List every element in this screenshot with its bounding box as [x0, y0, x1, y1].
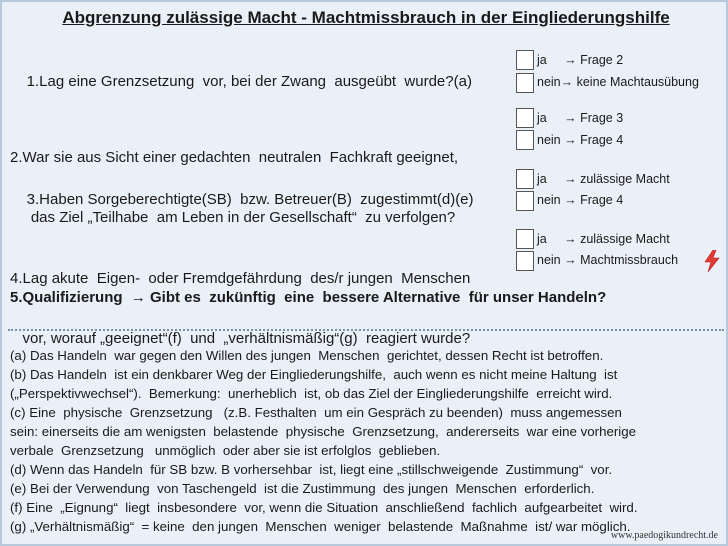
footnote-line: (f) Eine „Eignung“ liegt insbesondere vor, wenn die Situation anschließend fachlich aufgearbeitet wird.: [10, 500, 638, 515]
footnote-line: („Perspektivwechsel“). Bemerkung: unerheblich ist, ob das Ziel der Eingliederungshilfe erreicht wird.: [10, 386, 613, 401]
question-3: [10, 170, 510, 230]
option-q2-ja: ja → Frage 3: [537, 111, 624, 125]
question-2-line-2: das Ziel „Teilhabe am Leben in der Gesellschaft“ zu verfolgen?: [10, 209, 456, 226]
checkbox-q3-nein[interactable]: [516, 191, 534, 211]
checkbox-q1-nein[interactable]: [516, 73, 534, 93]
checkbox-q3-ja[interactable]: [516, 169, 534, 189]
footnote-line: (d) Wenn das Handeln für SB bzw. B vorhersehbar ist, liegt eine „stillschweigende Zustimmung“ vor.: [10, 462, 613, 477]
question-3-line-1: 3.Haben Sorgeberechtigte(SB) bzw. Betreuer(B) zugestimmt(d)(e): [26, 191, 474, 208]
footnote-line: (e) Bei der Verwendung von Taschengeld ist die Zustimmung des jungen Menschen erforderlich.: [10, 481, 595, 496]
footnote-line: sein: einerseits die am wenigsten belastende physische Grenzsetzung, andererseits war eine vorherige: [10, 424, 637, 439]
question-5: 5.Qualifizierung → Gibt es zukünftig eine bessere Alternative für unser Handeln?: [10, 289, 607, 306]
option-q4-nein: nein → Machtmissbrauch: [537, 253, 679, 267]
dotted-divider: [8, 329, 724, 331]
lightning-bolt-icon: [703, 250, 721, 272]
question-4-line-2: vor, worauf „geeignet“(f) und „verhältnismäßig“(g) reagiert wurde?: [10, 330, 471, 347]
option-q2-nein: nein → Frage 4: [537, 133, 624, 147]
question-2-line-1: 2.War sie aus Sicht einer gedachten neutralen Fachkraft geeignet,: [10, 149, 459, 166]
checkbox-q4-nein[interactable]: [516, 251, 534, 271]
footer-url[interactable]: www.paedogikundrecht.de: [610, 530, 718, 541]
page-title: Abgrenzung zulässige Macht - Machtmissbrauch in der Eingliederungshilfe: [62, 8, 670, 27]
footnote-line: verbale Grenzsetzung unmöglich oder aber sie ist erfolglos geblieben.: [10, 443, 441, 458]
footnote-line: (b) Das Handeln ist ein denkbarer Weg der Eingliederungshilfe, auch wenn es nicht meine Haltung ist: [10, 367, 618, 382]
checkbox-q1-ja[interactable]: [516, 50, 534, 70]
checkbox-q2-nein[interactable]: [516, 130, 534, 150]
footnote-line: (a) Das Handeln war gegen den Willen des jungen Menschen gerichtet, dessen Recht ist betroffen.: [10, 348, 604, 363]
question-1: [10, 52, 510, 112]
option-q3-nein: nein → Frage 4: [537, 193, 624, 207]
footnote-line: (g) „Verhältnismäßig“ = keine den jungen Menschen weniger belastende Maßnahme ist/ war möglich.: [10, 519, 631, 534]
checkbox-q2-ja[interactable]: [516, 108, 534, 128]
option-q3-ja: ja → zulässige Macht: [537, 172, 670, 186]
question-4-line-1: 4.Lag akute Eigen- oder Fremdgefährdung des/r jungen Menschen: [10, 270, 471, 287]
option-q1-ja: ja → Frage 2: [537, 53, 624, 67]
option-q4-ja: ja → zulässige Macht: [537, 232, 670, 246]
checkbox-q4-ja[interactable]: [516, 229, 534, 249]
question-1-line-1: 1.Lag eine Grenzsetzung vor, bei der Zwang ausgeübt wurde?(a): [26, 73, 472, 90]
footnote-line: (c) Eine physische Grenzsetzung (z.B. Festhalten um ein Gespräch zu beenden) muss angemessen: [10, 405, 622, 420]
option-q1-nein: nein→ keine Machtausübung: [537, 75, 699, 89]
